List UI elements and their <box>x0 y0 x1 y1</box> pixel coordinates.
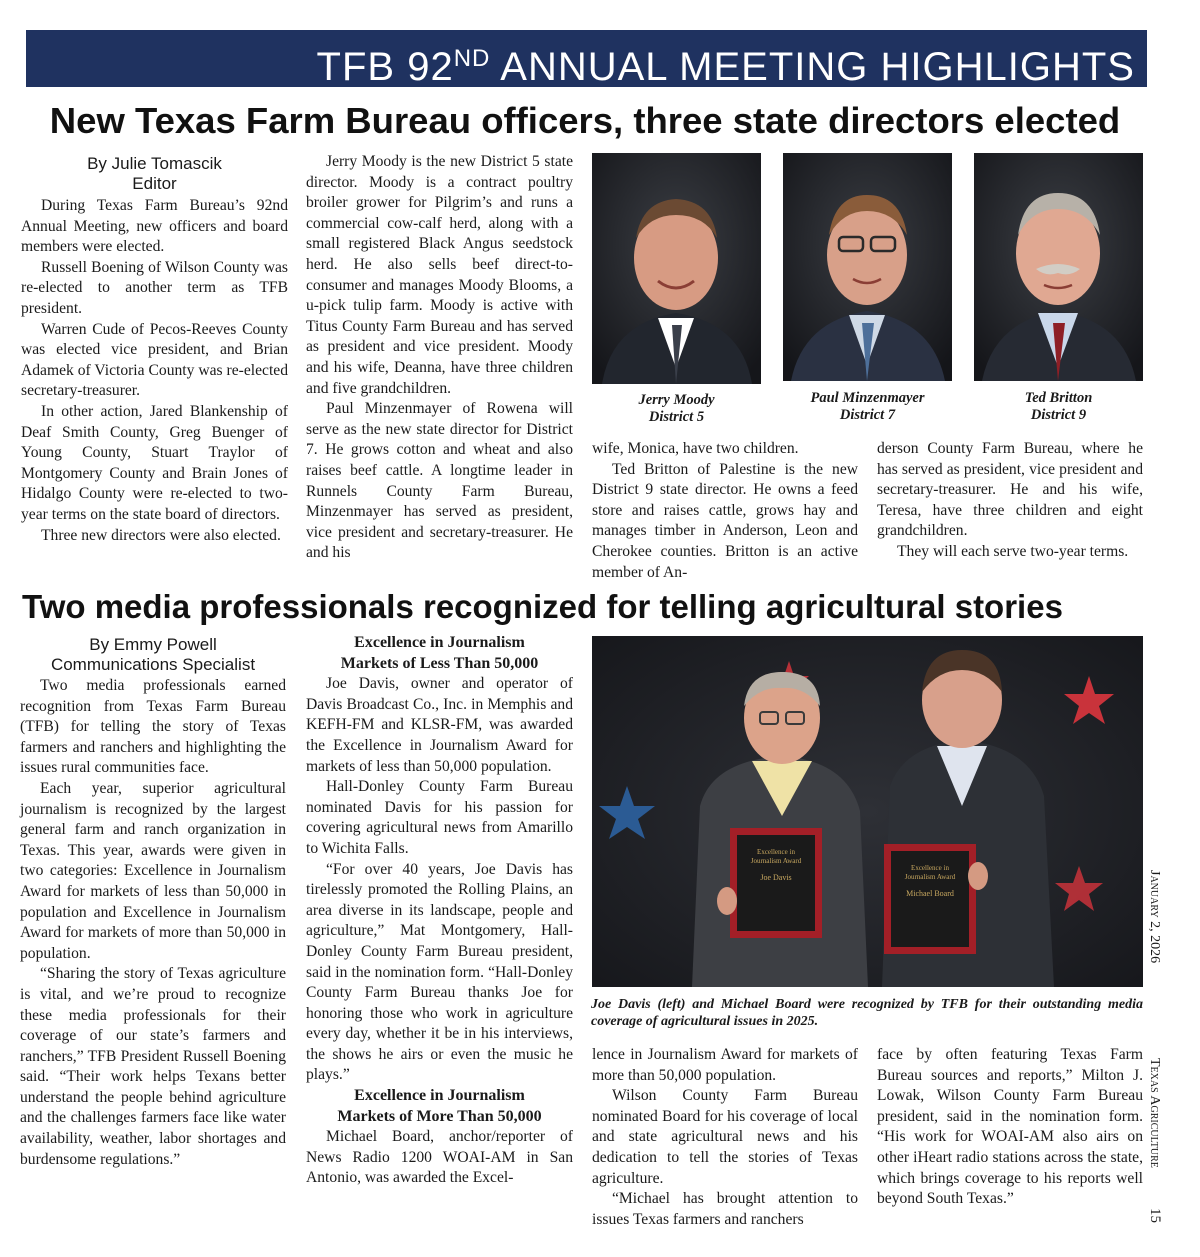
portrait-district: District 7 <box>839 407 896 423</box>
portrait-name: Ted Britton <box>1024 390 1093 406</box>
portrait-image <box>592 153 761 384</box>
issue-date: January 2, 2026 <box>1147 870 1162 964</box>
plaque2-line3: Michael Board <box>906 889 954 898</box>
portrait-name: Jerry Moody <box>638 392 715 408</box>
article2-paragraph: lence in Journalism Award for markets of more than 50,000 population. <box>592 1046 858 1084</box>
portrait-paul-minzenmayer <box>783 153 952 381</box>
article1-paragraph: derson County Farm Bureau, where he has served as president, vice president and secretary-treasurer. He and his wife, Teresa, have three children and eight grandchildren. <box>877 440 1143 540</box>
subhead-more-than-line1: Excellence in Journalism <box>354 1087 525 1105</box>
article2-paragraph: “Sharing the story of Texas agriculture is vital, and we’re proud to recognize these media professionals for their coverage of our state’s farmers and ranchers,” TFB President Russell Boening said. “Their work helps Texans better understand the people behind agriculture and the challenges farmers face like water availability, weather, labor shortages and burdensome regulations.” <box>20 965 286 1168</box>
article1-paragraph: During Texas Farm Bureau’s 92nd Annual Meeting, new officers and board members were elected. <box>21 197 288 256</box>
article1-paragraph: In other action, Jared Blankenship of Deaf Smith County, Greg Buenger of Young County, Stuart Traylor of Montgomery County and Brain Jones of Hidalgo County were re-elected to two-year terms on the state board of directors. <box>21 402 288 523</box>
article2-paragraph: Wilson County Farm Bureau nominated Board for his coverage of local and state agricultural news and his dedication to tell the stories of Texas agriculture. <box>592 1087 858 1187</box>
article2-paragraph: Michael Board, anchor/reporter of News Radio 1200 WOAI-AM in San Antonio, was awarded the Excel- <box>306 1128 573 1187</box>
subhead-less-than-line2: Markets of Less Than 50,000 <box>340 654 539 672</box>
article1-col2 <box>306 152 573 564</box>
article2-col3 <box>592 1045 858 1230</box>
section-banner <box>26 30 1147 87</box>
article1-paragraph: Warren Cude of Pecos-Reeves County was elected vice president, and Brian Adamek of Victoria County was re-elected secretary-treasurer. <box>21 320 288 400</box>
banner-text-post: ANNUAL MEETING HIGHLIGHTS <box>490 45 1135 89</box>
banner-text-pre: TFB 92 <box>316 45 454 89</box>
article2-paragraph: Two media professionals earned recognition from Texas Farm Bureau (TFB) for telling the story of Texas farmers and ranchers and highlighting the issues rural communities face. <box>20 677 286 777</box>
portrait-district: District 9 <box>1030 407 1087 423</box>
article2-paragraph: “For over 40 years, Joe Davis has tirelessly promoted the Rolling Plains, an area diverse in its landscape, people and agriculture,” Mat Montgomery, Hall-Donley County Farm Bureau president, said in the nomination form. “Hall-Donley County Farm Bureau thanks Joe for honoring those who work in agriculture every day, whether it be in his interviews, the shows he airs or even the music he plays.” <box>306 860 573 1084</box>
award-photo-caption: Joe Davis (left) and Michael Board were recognized by TFB for their outstanding media coverage of agricultural issues in 2025. <box>591 997 1143 1029</box>
subhead-less-than-line1: Excellence in Journalism <box>354 634 525 651</box>
award-photo <box>592 636 1143 987</box>
article1-paragraph: Ted Britton of Palestine is the new District 9 state director. He owns a feed store and raises cattle, grows hay and manages timber in Anderson, Leon and Cherokee counties. Britton is an active member of An- <box>592 460 858 581</box>
article2-col4 <box>877 1045 1143 1210</box>
article1-paragraph: They will each serve two-year terms. <box>897 542 1129 560</box>
article2-paragraph: Hall-Donley County Farm Bureau nominated Davis for his passion for covering agricultural news from Amarillo to Wichita Falls. <box>306 778 573 857</box>
article1-paragraph: Jerry Moody is the new District 5 state director. Moody is a contract poultry broiler grower for Pilgrim’s and runs a commercial cow-calf herd, along with a small registered Black Angus seedstock herd. He also sells beef direct-to-consumer and manages Moody Blooms, a u-pick tulip farm. Moody is active with Titus County Farm Bureau and has served as president and vice president. Moody and his wife, Deanna, have three children and five grandchildren. <box>306 153 573 397</box>
plaque2-line1: Excellence in <box>911 864 949 872</box>
plaque1-line1: Excellence in <box>757 848 795 856</box>
article1-col3 <box>592 439 858 583</box>
portrait-name: Paul Minzenmayer <box>810 390 925 406</box>
article1-byline-name: By Julie Tomascik <box>87 154 222 173</box>
article1-byline-title: Editor <box>132 174 177 193</box>
article2-byline-name: By Emmy Powell <box>89 635 217 654</box>
plaque2-line2: Journalism Award <box>904 873 956 881</box>
article2-paragraph: Each year, superior agricultural journalism is recognized by the largest general farm and ranch organization in Texas. This year, awards were given in two categories: Excellence in Journalism Award for markets of less than 50,000 in population and Excellence in Journalism Award for markets of more than 50,000 in population. <box>20 779 286 962</box>
subhead-more-than-line2: Markets of More Than 50,000 <box>337 1107 542 1125</box>
article2-paragraph: “Michael has brought attention to issues Texas farmers and ranchers <box>592 1190 858 1228</box>
portrait-jerry-moody <box>592 153 761 384</box>
portrait-image <box>974 153 1143 381</box>
publication-name: Texas Agriculture <box>1147 1058 1162 1168</box>
article1-paragraph: Russell Boening of Wilson County was re-elected to another term as TFB president. <box>21 258 288 317</box>
article1-paragraph: wife, Monica, have two children. <box>592 440 799 457</box>
article1-col4 <box>877 439 1143 563</box>
article2-paragraph: Joe Davis, owner and operator of Davis Broadcast Co., Inc. in Memphis and KEFH-FM and KLSR-FM, was awarded the Excellence in Journalism Award for markets of less than 50,000 population. <box>306 675 573 775</box>
portrait-caption-1 <box>592 392 761 426</box>
article2-paragraph: face by often featuring Texas Farm Bureau sources and reports,” Milton J. Lowak, Wilson County Farm Bureau president, said in the nomination form. “His work for WOAI-AM also airs on other iHeart radio stations across the state, which brings coverage to his reports well beyond South Texas.” <box>877 1046 1143 1208</box>
portrait-ted-britton <box>974 153 1143 381</box>
portrait-district: District 5 <box>648 409 705 425</box>
plaque1-line3: Joe Davis <box>760 873 792 882</box>
portrait-caption-2 <box>783 390 952 424</box>
plaque1-line2: Journalism Award <box>750 857 802 865</box>
article2-col1 <box>20 635 286 1170</box>
article2-byline-title: Communications Specialist <box>50 655 256 674</box>
portrait-caption-3 <box>974 390 1143 424</box>
award-photo-image <box>592 636 1143 987</box>
article2-headline: Two media professionals recognized for telling agricultural stories <box>22 588 1063 625</box>
portrait-image <box>783 153 952 381</box>
article1-paragraph: Three new directors were also elected. <box>41 526 281 544</box>
banner-superscript: ND <box>453 45 491 72</box>
article1-col1 <box>21 154 288 546</box>
article1-headline: New Texas Farm Bureau officers, three state directors elected <box>49 100 1121 141</box>
page-number: 15 <box>1147 1208 1163 1223</box>
article1-paragraph: Paul Minzenmayer of Rowena will serve as the new state director for District 7. He grows cotton and wheat and also raises beef cattle. A longtime leader in Runnels County Farm Bureau, Minzenmayer has served as president, vice president and secretary-treasurer. He and his <box>306 400 573 562</box>
article2-col2 <box>306 633 573 1189</box>
